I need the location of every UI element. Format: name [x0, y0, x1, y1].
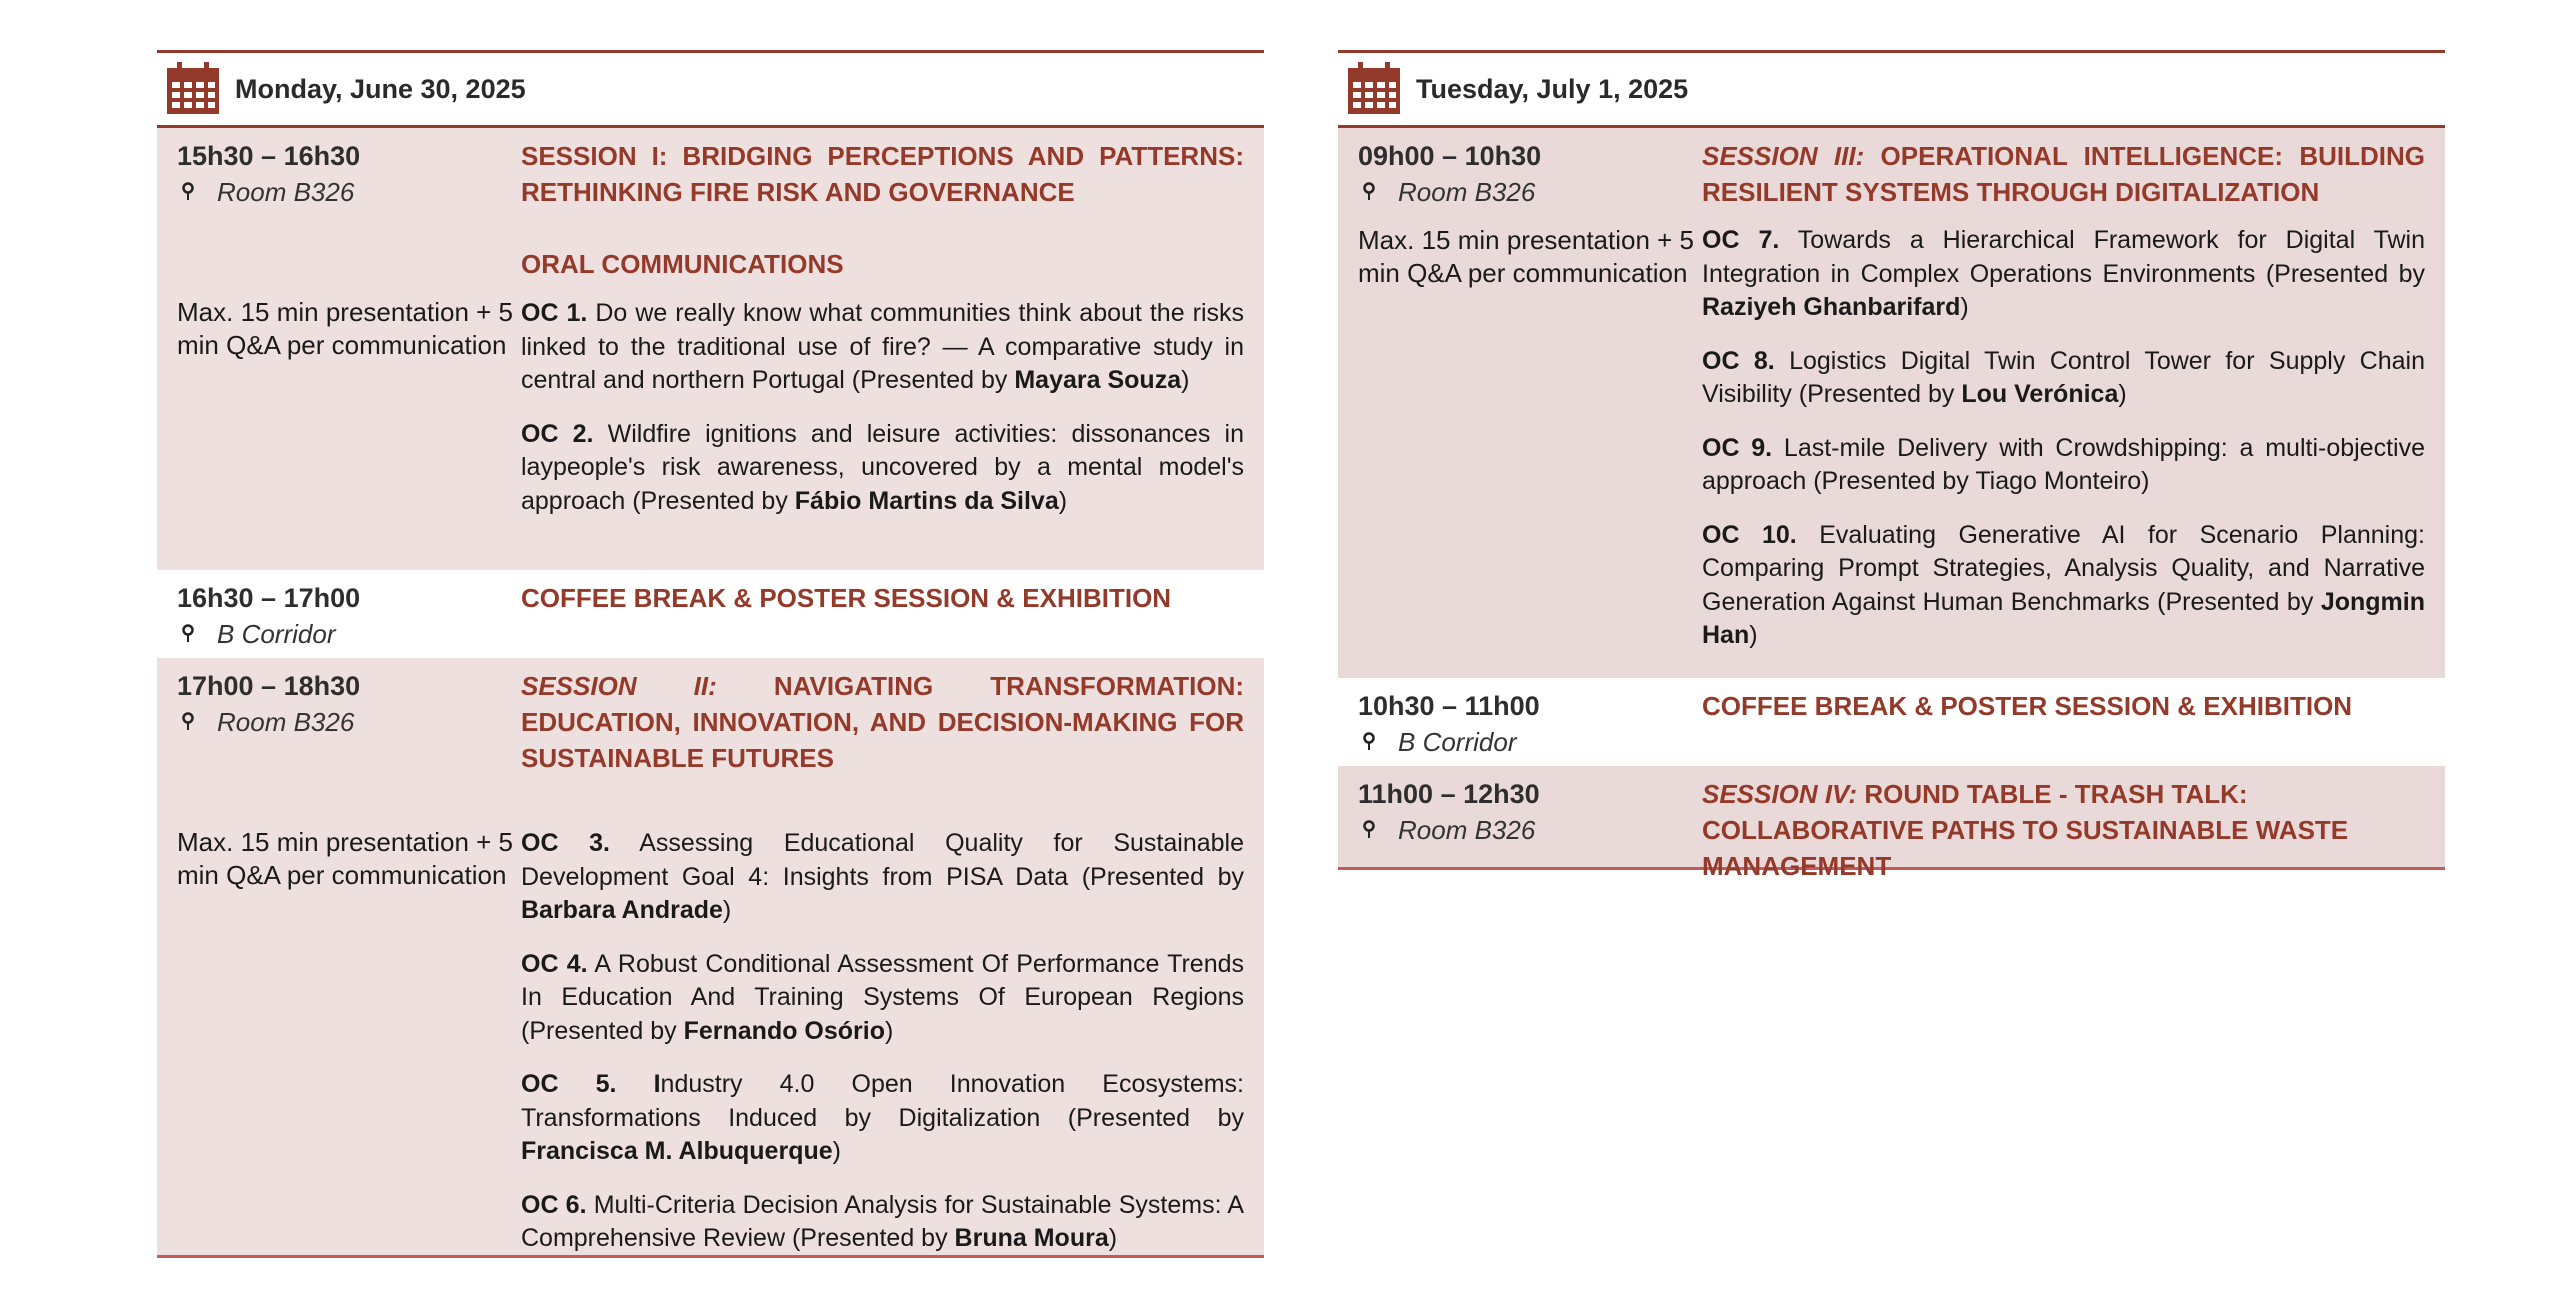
slot-room — [1358, 174, 1702, 210]
slot-room — [177, 174, 521, 210]
oral-communication: OC 10. Evaluating Generative AI for Scenario Planning: Comparing Prompt Strategies, Analysis Quality, and Narrative Generation Against Human Benchmarks (Presented by Jongmin Han) — [1702, 520, 2425, 649]
slot-room — [177, 704, 521, 740]
oral-communication: OC 5. Industry 4.0 Open Innovation Ecosystems: Transformations Induced by Digitalization (Presented by Francisca M. Albuquerque) — [521, 1070, 1244, 1165]
location-pin-icon — [181, 182, 195, 202]
slot-content — [521, 138, 1244, 560]
location-pin-icon — [1362, 820, 1376, 840]
day-title: Tuesday, July 1, 2025 — [1416, 73, 1689, 104]
schedule-slot — [1338, 128, 2445, 678]
calendar-icon — [1346, 62, 1402, 116]
slot-time: 15h30 – 16h30 — [177, 141, 361, 171]
oral-communication: OC 3. Assessing Educational Quality for Sustainable Development Goal 4: Insights from PISA Data (Presented by Barbara Andrade) — [521, 829, 1244, 924]
schedule-slot — [157, 658, 1264, 1258]
slot-info — [1358, 688, 1702, 756]
communications-list — [521, 297, 1244, 518]
session-title: COFFEE BREAK & POSTER SESSION & EXHIBITION — [521, 583, 1172, 613]
slot-info — [177, 668, 521, 1245]
day-header — [1338, 50, 2445, 128]
oral-communication: OC 8. Logistics Digital Twin Control Tower for Supply Chain Visibility (Presented by Lou Verónica) — [1702, 346, 2426, 408]
calendar-icon — [165, 62, 221, 116]
room-label: B Corridor — [217, 619, 336, 649]
session-title: SESSION III: OPERATIONAL INTELLIGENCE: BUILDING RESILIENT SYSTEMS THROUGH DIGITALIZATION — [1702, 141, 2425, 207]
day-title: Monday, June 30, 2025 — [235, 73, 526, 104]
location-pin-icon — [181, 624, 195, 644]
slot-room — [1358, 724, 1702, 760]
schedule-slot — [157, 128, 1264, 570]
communications-list — [521, 827, 1244, 1256]
slot-content — [1702, 688, 2425, 756]
slot-content — [1702, 138, 2425, 668]
presentation-note: Max. 15 min presentation + 5 min Q&A per communication — [177, 827, 514, 890]
oral-communication: OC 4. A Robust Conditional Assessment Of Performance Trends In Education And Training Systems Of European Regions (Presented by Fernando Osório) — [521, 949, 1245, 1045]
slot-content — [521, 580, 1244, 648]
oral-communication: OC 2. Wildfire ignitions and leisure activities: dissonances in laypeople's risk awareness, uncovered by a mental model's approach (Presented by Fábio Martins da Silva) — [521, 419, 1244, 515]
room-label: Room B326 — [1398, 177, 1536, 207]
day-header — [157, 50, 1264, 128]
slot-time: 11h00 – 12h30 — [1358, 779, 1540, 809]
oral-communication: OC 9. Last-mile Delivery with Crowdshipping: a multi-objective approach (Presented by Tiago Monteiro) — [1702, 433, 2425, 495]
slot-room — [1358, 812, 1702, 848]
slot-info — [177, 580, 521, 648]
slot-time: 09h00 – 10h30 — [1358, 141, 1542, 171]
slot-time: 10h30 – 11h00 — [1358, 691, 1540, 721]
room-label: B Corridor — [1398, 727, 1517, 757]
communications-list — [1702, 224, 2425, 653]
session-title: SESSION IV: ROUND TABLE - TRASH TALK: COLLABORATIVE PATHS TO SUSTAINABLE WASTE MANAGEMENT — [1702, 779, 2349, 881]
sub-title: ORAL COMMUNICATIONS — [521, 249, 844, 279]
slot-room — [177, 616, 521, 652]
location-pin-icon — [1362, 182, 1376, 202]
slot-content — [521, 668, 1245, 1252]
oral-communication: OC 6. Multi-Criteria Decision Analysis for Sustainable Systems: A Comprehensive Review (Presented by Bruna Moura) — [521, 1190, 1245, 1252]
oral-communication: OC 7. Towards a Hierarchical Framework for Digital Twin Integration in Complex Operations Environments (Presented by Raziyeh Ghanbarifard) — [1702, 226, 2426, 321]
room-label: Room B326 — [217, 177, 355, 207]
slot-info — [1358, 776, 1702, 857]
location-pin-icon — [181, 712, 195, 732]
session-title: SESSION II: NAVIGATING TRANSFORMATION: EDUCATION, INNOVATION, AND DECISION-MAKING FOR SUSTAINABLE FUTURES — [521, 671, 1244, 773]
slot-time: 16h30 – 17h00 — [177, 583, 361, 613]
slot-info — [177, 138, 521, 560]
schedule-slot — [157, 570, 1264, 658]
session-title: SESSION I: BRIDGING PERCEPTIONS AND PATTERNS: RETHINKING FIRE RISK AND GOVERNANCE — [521, 141, 1244, 207]
slot-info — [1358, 138, 1702, 668]
location-pin-icon — [1362, 732, 1376, 752]
room-label: Room B326 — [217, 707, 355, 737]
slot-content — [1702, 776, 2425, 881]
day-schedule-tuesday — [1338, 50, 2445, 881]
presentation-note: Max. 15 min presentation + 5 min Q&A per communication — [177, 297, 514, 360]
day-schedule-monday — [157, 50, 1264, 1258]
slot-time: 17h00 – 18h30 — [177, 671, 361, 701]
schedule-slot — [1338, 766, 2445, 881]
oral-communication: OC 1. Do we really know what communities think about the risks linked to the traditional use of fire? — A comparative study in central and northern Portugal (Presented by Mayara Souza) — [521, 299, 1244, 394]
schedule-slot — [1338, 678, 2445, 766]
room-label: Room B326 — [1398, 815, 1536, 845]
presentation-note: Max. 15 min presentation + 5 min Q&A per communication — [1358, 225, 1695, 288]
session-title: COFFEE BREAK & POSTER SESSION & EXHIBITION — [1702, 691, 2353, 721]
